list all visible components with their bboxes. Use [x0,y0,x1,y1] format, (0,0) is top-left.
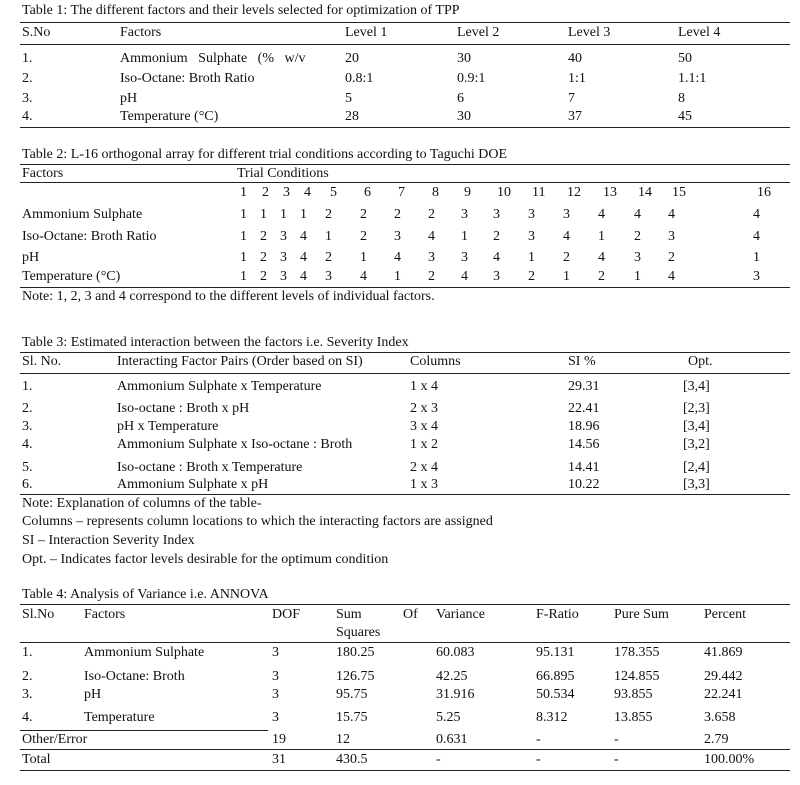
table3-cell: 2 x 3 [410,401,438,416]
level-cell: 1 [300,207,307,222]
table3-cell: 3. [22,419,33,434]
trial-number: 13 [603,185,617,200]
level-cell: 4 [300,250,307,265]
table2-note: Note: 1, 2, 3 and 4 correspond to the different levels of individual factors. [22,289,435,304]
table3-cell: [3,3] [683,477,710,492]
trial-number: 16 [757,185,771,200]
table1-cell: 30 [457,109,471,124]
table1-cell: 50 [678,51,692,66]
level-cell: 4 [428,229,435,244]
level-cell: 2 [493,229,500,244]
table3-note: SI – Interaction Severity Index [22,533,195,548]
level-cell: 4 [300,229,307,244]
table2-header-trials: Trial Conditions [237,166,329,181]
table3-cell: 6. [22,477,33,492]
level-cell: 2 [634,229,641,244]
level-cell: 4 [753,229,760,244]
table4-cell: 3 [272,669,279,684]
table4-cell: 31.916 [436,687,475,702]
table3-cell: [3,2] [683,437,710,452]
level-cell: 2 [668,250,675,265]
level-cell: 3 [668,229,675,244]
level-cell: 3 [528,207,535,222]
table2-bottom-rule [20,287,790,288]
table3-cell: 1 x 4 [410,379,438,394]
factor-label: Temperature (°C) [22,269,121,284]
table2-header-rule [20,182,790,183]
table4-header-slno: Sl.No [22,607,55,622]
table2-header-factors: Factors [22,166,64,181]
table4-cell: Other/Error [22,732,88,747]
level-cell: 1 [325,229,332,244]
trial-number: 10 [497,185,511,200]
table3-cell: 2 x 4 [410,460,438,475]
table1-cell: 7 [568,91,575,106]
table1-cell: 20 [345,51,359,66]
table3-cell: Iso-octane : Broth x pH [117,401,250,416]
table4-top-rule [20,604,790,605]
level-cell: 2 [598,269,605,284]
level-cell: 2 [360,207,367,222]
level-cell: 1 [394,269,401,284]
table1-caption: Table 1: The different factors and their levels selected for optimization of TPP [22,3,460,18]
level-cell: 4 [668,269,675,284]
table4-cell: - [436,752,441,767]
level-cell: 3 [280,269,287,284]
table3-header-si: SI % [568,354,596,369]
table4-total-rule [20,749,790,750]
level-cell: 1 [563,269,570,284]
table4-header-fratio: F-Ratio [536,607,579,622]
level-cell: 2 [260,250,267,265]
table4-cell: 50.534 [536,687,575,702]
table4-cell: Ammonium Sulphate [84,645,205,660]
table1-cell: Iso-Octane: Broth Ratio [120,71,255,86]
factor-label: Ammonium Sulphate [22,207,143,222]
level-cell: 2 [260,269,267,284]
table4-header-dof: DOF [272,607,301,622]
table4-cell: Iso-Octane: Broth [84,669,185,684]
table4-cell: 8.312 [536,710,568,725]
level-cell: 1 [634,269,641,284]
table4-cell: 126.75 [336,669,375,684]
table4-cell: - [614,752,619,767]
level-cell: 1 [240,207,247,222]
table4-header-sum: Sum [336,607,362,622]
trial-number: 14 [638,185,652,200]
table4-cell: 2. [22,669,33,684]
level-cell: 4 [563,229,570,244]
level-cell: 1 [461,229,468,244]
level-cell: 3 [461,250,468,265]
level-cell: 3 [563,207,570,222]
table1-cell: 5 [345,91,352,106]
table3-header-pairs: Interacting Factor Pairs (Order based on SI) [117,354,363,369]
level-cell: 3 [325,269,332,284]
table1-header-factors: Factors [120,25,162,40]
table3-top-rule [20,352,790,353]
table1-header-level3: Level 3 [568,25,611,40]
table3-header-opt: Opt. [688,354,713,369]
level-cell: 1 [360,250,367,265]
table4-cell: 100.00% [704,752,755,767]
table4-cell: 178.355 [614,645,660,660]
trial-number: 5 [330,185,337,200]
factor-label: Iso-Octane: Broth Ratio [22,229,157,244]
table4-header-puresum: Pure Sum [614,607,669,622]
table3-note: Columns – represents column locations to which the interacting factors are assigned [22,514,493,529]
table1-header-level1: Level 1 [345,25,388,40]
level-cell: 4 [598,207,605,222]
table1-header-rule [20,44,790,45]
table1-cell: 1. [22,51,33,66]
table4-cell: 430.5 [336,752,368,767]
table3-cell: [2,3] [683,401,710,416]
level-cell: 2 [528,269,535,284]
table3-cell: [3,4] [683,419,710,434]
table4-cell: 3.658 [704,710,736,725]
factor-label: pH [22,250,40,265]
table1-cell: 28 [345,109,359,124]
level-cell: 3 [753,269,760,284]
table3-cell: 18.96 [568,419,600,434]
level-cell: 3 [528,229,535,244]
trial-number: 9 [464,185,471,200]
table3-cell: 1 x 3 [410,477,438,492]
table4-cell: 4. [22,710,33,725]
table4-cell: 22.241 [704,687,743,702]
table4-cell: Total [22,752,51,767]
level-cell: 2 [428,269,435,284]
table4-header-squares: Squares [336,625,381,640]
level-cell: 1 [528,250,535,265]
level-cell: 2 [394,207,401,222]
trial-number: 15 [672,185,686,200]
table4-cell: 60.083 [436,645,475,660]
table4-header-rule [20,642,790,643]
trial-number: 2 [262,185,269,200]
table1-cell: 1:1 [568,71,586,86]
level-cell: 2 [260,229,267,244]
table3-cell: 22.41 [568,401,600,416]
table4-cell: 15.75 [336,710,368,725]
level-cell: 3 [493,207,500,222]
table4-cell: 1. [22,645,33,660]
table4-cell: 0.631 [436,732,468,747]
table3-note: Note: Explanation of columns of the table- [22,496,262,511]
table1-cell: pH [120,91,138,106]
level-cell: 1 [280,207,287,222]
level-cell: 2 [360,229,367,244]
table4-cell: - [614,732,619,747]
table4-cell: - [536,732,541,747]
level-cell: 3 [280,229,287,244]
level-cell: 4 [634,207,641,222]
table3-note: Opt. – Indicates factor levels desirable for the optimum condition [22,552,389,567]
table1-cell: Temperature (°C) [120,109,219,124]
table4-header-percent: Percent [704,607,746,622]
level-cell: 3 [493,269,500,284]
level-cell: 3 [280,250,287,265]
table4-cell: 12 [336,732,350,747]
table4-cell: 19 [272,732,286,747]
table1-bottom-rule [20,127,790,128]
table1-header-level2: Level 2 [457,25,500,40]
level-cell: 3 [461,207,468,222]
level-cell: 1 [240,250,247,265]
table3-cell: 14.41 [568,460,600,475]
trial-number: 6 [364,185,371,200]
level-cell: 1 [240,229,247,244]
table4-cell: pH [84,687,102,702]
table4-cell: 3. [22,687,33,702]
table4-cell: 2.79 [704,732,729,747]
table4-partial-rule [20,730,268,731]
table3-cell: Iso-octane : Broth x Temperature [117,460,303,475]
table4-cell: 31 [272,752,286,767]
table4-cell: 66.895 [536,669,575,684]
table4-cell: 180.25 [336,645,375,660]
table4-caption: Table 4: Analysis of Variance i.e. ANNOVA [22,587,269,602]
level-cell: 1 [260,207,267,222]
table4-cell: - [536,752,541,767]
level-cell: 1 [598,229,605,244]
table4-cell: 124.855 [614,669,660,684]
table2-caption: Table 2: L-16 orthogonal array for different trial conditions according to Taguchi DOE [22,147,508,162]
level-cell: 4 [461,269,468,284]
trial-number: 8 [432,185,439,200]
table3-caption: Table 3: Estimated interaction between the factors i.e. Severity Index [22,335,409,350]
table3-header-slno: Sl. No. [22,354,62,369]
table1-cell: 40 [568,51,582,66]
table1-cell: 8 [678,91,685,106]
table1-top-rule [20,22,790,23]
table1-cell: 1.1:1 [678,71,707,86]
level-cell: 1 [240,269,247,284]
table3-cell: 10.22 [568,477,600,492]
table3-cell: 14.56 [568,437,600,452]
level-cell: 3 [634,250,641,265]
trial-number: 1 [240,185,247,200]
level-cell: 4 [394,250,401,265]
table4-cell: 5.25 [436,710,461,725]
level-cell: 4 [668,207,675,222]
level-cell: 3 [428,250,435,265]
trial-number: 12 [567,185,581,200]
table3-header-rule [20,373,790,374]
level-cell: 2 [428,207,435,222]
table1-cell: 37 [568,109,582,124]
table3-cell: pH x Temperature [117,419,219,434]
table1-cell: 2. [22,71,33,86]
level-cell: 2 [325,207,332,222]
table1-cell: 30 [457,51,471,66]
table3-header-columns: Columns [410,354,461,369]
table4-cell: 13.855 [614,710,653,725]
level-cell: 2 [325,250,332,265]
table3-cell: Ammonium Sulphate x Iso-octane : Broth [117,437,353,452]
trial-number: 11 [532,185,546,200]
table4-header-variance: Variance [436,607,485,622]
table1-cell: 3. [22,91,33,106]
trial-number: 7 [398,185,405,200]
table3-bottom-rule [20,494,790,495]
table3-cell: 1. [22,379,33,394]
table4-cell: 3 [272,687,279,702]
table3-cell: 29.31 [568,379,600,394]
table3-cell: Ammonium Sulphate x Temperature [117,379,322,394]
table4-cell: 95.131 [536,645,575,660]
table4-cell: 3 [272,710,279,725]
table4-cell: 3 [272,645,279,660]
table1-cell: 6 [457,91,464,106]
level-cell: 4 [300,269,307,284]
table1-header-level4: Level 4 [678,25,721,40]
table1-cell: 45 [678,109,692,124]
table2-top-rule [20,164,790,165]
table3-cell: [2,4] [683,460,710,475]
table4-cell: 41.869 [704,645,743,660]
table4-cell: Temperature [84,710,155,725]
level-cell: 1 [753,250,760,265]
table4-cell: 93.855 [614,687,653,702]
table4-bottom-rule [20,770,790,771]
table1-header-sno: S.No [22,25,51,40]
table1-cell: 4. [22,109,33,124]
level-cell: 4 [753,207,760,222]
table3-cell: Ammonium Sulphate x pH [117,477,269,492]
table4-cell: 95.75 [336,687,368,702]
table1-cell: 0.8:1 [345,71,374,86]
table3-cell: 2. [22,401,33,416]
level-cell: 3 [394,229,401,244]
level-cell: 4 [493,250,500,265]
level-cell: 4 [360,269,367,284]
trial-number: 3 [283,185,290,200]
table4-cell: 29.442 [704,669,743,684]
table4-header-factors: Factors [84,607,126,622]
table3-cell: 4. [22,437,33,452]
table4-cell: 42.25 [436,669,468,684]
level-cell: 2 [563,250,570,265]
table3-cell: [3,4] [683,379,710,394]
table1-cell: Ammonium Sulphate (% w/v [120,51,306,66]
table4-header-of: Of [403,607,418,622]
table3-cell: 5. [22,460,33,475]
table3-cell: 1 x 2 [410,437,438,452]
trial-number: 4 [304,185,311,200]
table1-cell: 0.9:1 [457,71,486,86]
level-cell: 4 [598,250,605,265]
table3-cell: 3 x 4 [410,419,438,434]
